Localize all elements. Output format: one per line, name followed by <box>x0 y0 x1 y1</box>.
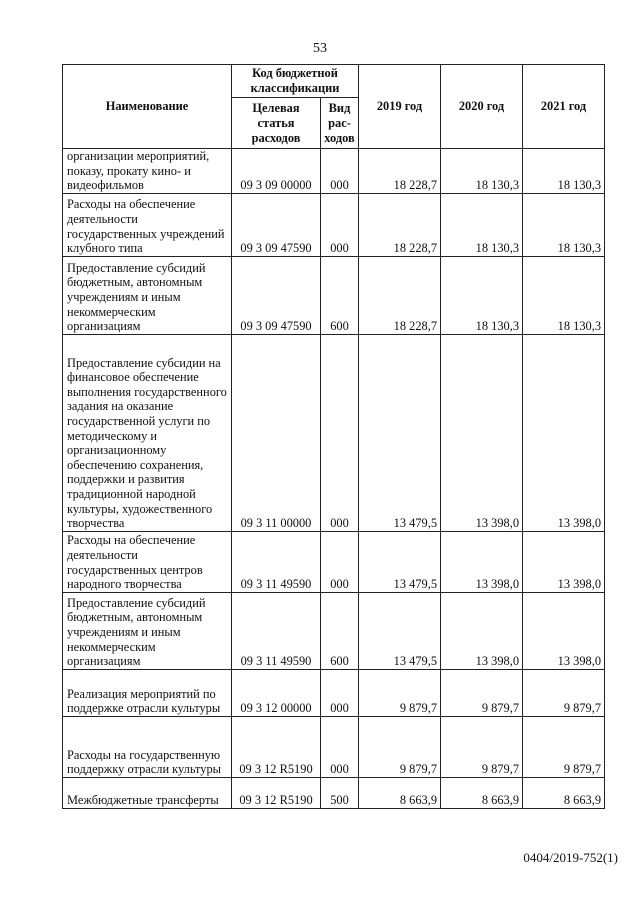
row-value-2021: 9 879,7 <box>523 669 605 716</box>
row-value-2021: 18 130,3 <box>523 256 605 334</box>
table-row <box>63 716 605 777</box>
document-footer-code: 0404/2019-752(1) <box>523 850 618 865</box>
row-value-2020: 9 879,7 <box>441 669 523 716</box>
row-name: организации мероприятий, показу, прокату кино- и видеофильмов <box>63 149 232 194</box>
row-value-2019: 13 479,5 <box>359 592 441 669</box>
header-expense-type: Вид рас-ходов <box>321 98 359 149</box>
table-row <box>63 256 605 334</box>
row-expense-type: 000 <box>321 193 359 256</box>
row-value-2019: 13 479,5 <box>359 334 441 531</box>
row-value-2020: 18 130,3 <box>441 256 523 334</box>
row-target-code: 09 3 09 00000 <box>232 149 321 194</box>
row-name: Расходы на обеспечение деятельности государственных центров народного творчества <box>63 531 232 592</box>
table-row <box>63 777 605 808</box>
table-row <box>63 592 605 669</box>
row-expense-type: 000 <box>321 669 359 716</box>
row-value-2020: 13 398,0 <box>441 592 523 669</box>
row-value-2020: 18 130,3 <box>441 149 523 194</box>
row-value-2021: 18 130,3 <box>523 149 605 194</box>
row-target-code: 09 3 09 47590 <box>232 256 321 334</box>
row-value-2021: 9 879,7 <box>523 716 605 777</box>
row-value-2021: 13 398,0 <box>523 531 605 592</box>
row-expense-type: 000 <box>321 149 359 194</box>
row-name: Предоставление субсидии на финансовое обеспечение выполнения государственного задания на оказание государственной услуги по методическому и организационному обеспечению сохранения, поддержки и развития традиционной народной культуры, художественного творчества <box>63 334 232 531</box>
table-body <box>63 149 605 809</box>
row-value-2020: 13 398,0 <box>441 531 523 592</box>
row-expense-type: 500 <box>321 777 359 808</box>
table-row <box>63 193 605 256</box>
row-value-2020: 8 663,9 <box>441 777 523 808</box>
row-value-2019: 13 479,5 <box>359 531 441 592</box>
row-target-code: 09 3 09 47590 <box>232 193 321 256</box>
row-target-code: 09 3 11 00000 <box>232 334 321 531</box>
row-target-code: 09 3 12 R5190 <box>232 716 321 777</box>
header-2020: 2020 год <box>441 65 523 149</box>
row-target-code: 09 3 11 49590 <box>232 592 321 669</box>
row-expense-type: 000 <box>321 334 359 531</box>
row-expense-type: 000 <box>321 716 359 777</box>
row-value-2019: 18 228,7 <box>359 149 441 194</box>
row-value-2019: 8 663,9 <box>359 777 441 808</box>
row-value-2021: 13 398,0 <box>523 592 605 669</box>
header-budget-code: Код бюджетной классификации <box>232 65 359 98</box>
row-value-2021: 8 663,9 <box>523 777 605 808</box>
row-target-code: 09 3 11 49590 <box>232 531 321 592</box>
row-value-2019: 9 879,7 <box>359 716 441 777</box>
row-name: Расходы на государственную поддержку отрасли культуры <box>63 716 232 777</box>
row-name: Межбюджетные трансферты <box>63 777 232 808</box>
table-header <box>63 65 605 149</box>
row-expense-type: 000 <box>321 531 359 592</box>
header-2019: 2019 год <box>359 65 441 149</box>
row-expense-type: 600 <box>321 592 359 669</box>
row-name: Предоставление субсидий бюджетным, автономным учреждениям и иным некоммерческим организациям <box>63 592 232 669</box>
row-value-2021: 18 130,3 <box>523 193 605 256</box>
row-expense-type: 600 <box>321 256 359 334</box>
row-value-2020: 18 130,3 <box>441 193 523 256</box>
row-value-2019: 18 228,7 <box>359 193 441 256</box>
row-name: Реализация мероприятий по поддержке отрасли культуры <box>63 669 232 716</box>
page-number: 53 <box>313 41 327 56</box>
row-target-code: 09 3 12 R5190 <box>232 777 321 808</box>
header-target-item: Целевая статья расходов <box>232 98 321 149</box>
row-value-2019: 18 228,7 <box>359 256 441 334</box>
row-target-code: 09 3 12 00000 <box>232 669 321 716</box>
budget-expenditure-table <box>62 64 605 809</box>
header-name: Наименование <box>63 65 232 149</box>
table-row <box>63 334 605 531</box>
row-value-2020: 13 398,0 <box>441 334 523 531</box>
row-value-2021: 13 398,0 <box>523 334 605 531</box>
row-name: Расходы на обеспечение деятельности государственных учреждений клубного типа <box>63 193 232 256</box>
row-name: Предоставление субсидий бюджетным, автономным учреждениям и иным некоммерческим организациям <box>63 256 232 334</box>
row-value-2020: 9 879,7 <box>441 716 523 777</box>
header-2021: 2021 год <box>523 65 605 149</box>
table-row <box>63 531 605 592</box>
table-row <box>63 669 605 716</box>
row-value-2019: 9 879,7 <box>359 669 441 716</box>
table-row <box>63 149 605 194</box>
